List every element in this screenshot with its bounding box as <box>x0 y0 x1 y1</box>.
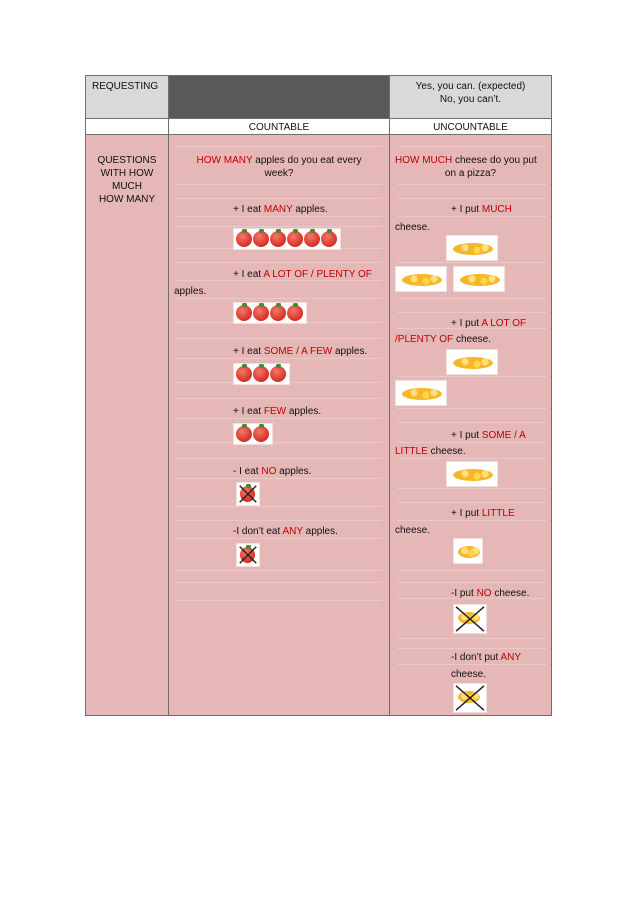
row-label-line2: WITH HOW <box>100 168 154 179</box>
grid-line <box>397 488 547 489</box>
unc-alot-pre: + I put <box>451 318 482 329</box>
few-sentence <box>233 405 321 418</box>
tomato-icon <box>236 231 252 247</box>
any-keyword: ANY <box>282 526 303 537</box>
some-pre: + I eat <box>233 346 264 357</box>
tomato-icon <box>321 231 337 247</box>
cheese-crossed-icon-2 <box>453 683 487 713</box>
unc-no-keyword: NO <box>476 588 492 599</box>
many-post: apples. <box>292 204 328 215</box>
grid-line <box>397 216 547 217</box>
unc-alot-keyword: A LOT OF <box>481 318 527 329</box>
any-pre: -I don’t eat <box>233 526 283 537</box>
no-post: apples. <box>276 466 312 477</box>
grid-line <box>397 582 547 583</box>
tomato-icon <box>236 426 252 442</box>
grid-line <box>176 442 382 443</box>
cheese-icon-3 <box>453 266 505 292</box>
unc-alot-line2 <box>395 333 491 346</box>
tomato-crossed-icon-2 <box>236 543 260 567</box>
cheese-crossed-icon <box>453 604 487 634</box>
grid-line <box>176 582 382 583</box>
no-pre: - I eat <box>233 466 262 477</box>
header-divider <box>86 118 551 119</box>
uncountable-question <box>395 154 537 167</box>
row-label-line1: QUESTIONS <box>97 155 157 166</box>
grid-line <box>176 570 382 571</box>
grid-line <box>397 408 547 409</box>
grid-line <box>397 442 547 443</box>
unc-some-pre: + I put <box>451 430 482 441</box>
tomato-icon <box>287 231 303 247</box>
grid-line <box>176 600 382 601</box>
question-keyword: HOW MANY <box>196 155 253 166</box>
cheese-icon-6 <box>446 461 498 487</box>
grid-line <box>176 298 382 299</box>
unc-alot-sentence <box>451 317 526 330</box>
grid-line <box>397 298 547 299</box>
any-post: apples. <box>302 526 338 537</box>
uncountable-question-line2: on a pizza? <box>444 168 497 179</box>
grid-line <box>176 184 382 185</box>
grid-line <box>176 358 382 359</box>
grid-line <box>397 312 547 313</box>
header-answer-cell <box>390 76 551 118</box>
tomato-crossed-icon <box>236 482 260 506</box>
much-sentence <box>451 203 512 216</box>
grid-line <box>176 520 382 521</box>
requesting-label: REQUESTING <box>92 81 159 92</box>
uncountable-header: UNCOUNTABLE <box>433 122 508 133</box>
unc-some-keyword: SOME / A <box>481 430 526 441</box>
little-sentence <box>451 507 515 520</box>
many-keyword: MANY <box>263 204 293 215</box>
col-divider-1 <box>168 76 169 715</box>
unc-any-keyword: ANY <box>500 652 522 663</box>
countable-question-line2: week? <box>264 168 294 179</box>
grid-line <box>397 664 547 665</box>
unc-no-sentence <box>451 587 529 600</box>
grid-line <box>397 422 547 423</box>
unc-some-post: cheese. <box>427 446 466 457</box>
grid-line <box>176 458 382 459</box>
header-blank-cell <box>169 76 389 118</box>
grid-line <box>176 538 382 539</box>
cheese-icon-2 <box>395 266 447 292</box>
cheese-icon-5 <box>395 380 447 406</box>
tomatoes-few <box>233 423 273 445</box>
unc-any-line2: cheese. <box>451 669 487 680</box>
tomato-icon <box>287 305 303 321</box>
unc-question-text: cheese do you put <box>452 155 537 166</box>
tomato-icon <box>270 305 286 321</box>
grid-line <box>176 262 382 263</box>
grammar-table <box>85 75 552 716</box>
few-keyword: FEW <box>263 406 287 417</box>
grid-line <box>397 458 547 459</box>
tomato-icon <box>253 231 269 247</box>
unc-alot-post: cheese. <box>453 334 491 345</box>
unc-some-keyword-2: LITTLE <box>395 446 428 457</box>
grid-line <box>397 638 547 639</box>
some-keyword: SOME / A FEW <box>263 346 333 357</box>
any-sentence <box>233 525 338 538</box>
grid-line <box>176 198 382 199</box>
grid-line <box>397 184 547 185</box>
few-pre: + I eat <box>233 406 264 417</box>
grid-line <box>397 262 547 263</box>
answer-no: No, you can’t. <box>439 94 502 105</box>
alot-pre: + I eat <box>233 269 264 280</box>
some-sentence <box>233 345 367 358</box>
tomato-icon <box>236 305 252 321</box>
tomatoes-alot <box>233 302 307 324</box>
tomatoes-many <box>233 228 341 250</box>
cheese-small-icon <box>453 538 483 564</box>
much-pre: + I put <box>451 204 482 215</box>
tomato-icon <box>270 231 286 247</box>
grid-line <box>176 146 382 147</box>
grid-line <box>397 502 547 503</box>
unc-no-pre: -I put <box>451 588 477 599</box>
grid-line <box>397 570 547 571</box>
few-post: apples. <box>286 406 322 417</box>
grid-line <box>176 478 382 479</box>
grid-line <box>397 376 547 377</box>
no-sentence <box>233 465 311 478</box>
much-line2: cheese. <box>395 222 431 233</box>
unc-any-sentence <box>451 651 521 664</box>
row-label-line4: HOW MANY <box>98 194 156 205</box>
grid-line <box>397 520 547 521</box>
cheese-icon <box>446 235 498 261</box>
tomato-icon <box>253 366 269 382</box>
unc-any-pre: -I don’t put <box>451 652 501 663</box>
no-keyword: NO <box>261 466 277 477</box>
grid-line <box>176 226 382 227</box>
little-keyword: LITTLE <box>481 508 515 519</box>
grid-line <box>176 398 382 399</box>
tomato-icon <box>236 366 252 382</box>
answer-yes: Yes, you can. (expected) <box>415 81 526 92</box>
unc-alot-keyword-2: /PLENTY OF <box>395 334 454 345</box>
many-sentence <box>233 203 328 216</box>
alot-line2: apples. <box>174 286 207 297</box>
some-post: apples. <box>332 346 368 357</box>
little-pre: + I put <box>451 508 482 519</box>
grid-line <box>397 198 547 199</box>
header-requesting-cell <box>86 76 168 118</box>
unc-some-line2 <box>395 445 466 458</box>
tomato-icon <box>253 305 269 321</box>
grid-line <box>176 506 382 507</box>
many-pre: + I eat <box>233 204 264 215</box>
alot-sentence <box>233 268 372 281</box>
unc-question-keyword: HOW MUCH <box>395 155 453 166</box>
much-keyword: MUCH <box>481 204 512 215</box>
countable-question <box>174 154 384 167</box>
grid-line <box>176 216 382 217</box>
unc-some-sentence <box>451 429 526 442</box>
column-divider <box>86 134 551 135</box>
countable-header: COUNTABLE <box>248 122 310 133</box>
alot-keyword: A LOT OF / PLENTY OF <box>263 269 372 280</box>
tomato-icon <box>270 366 286 382</box>
tomato-icon <box>304 231 320 247</box>
grid-line <box>176 418 382 419</box>
little-line2: cheese. <box>395 525 431 536</box>
row-label-line3: MUCH <box>112 181 142 192</box>
question-text: apples do you eat every <box>252 155 362 166</box>
grid-line <box>397 648 547 649</box>
tomatoes-some <box>233 363 290 385</box>
cheese-icon-4 <box>446 349 498 375</box>
grid-line <box>397 146 547 147</box>
grid-line <box>176 338 382 339</box>
tomato-icon <box>253 426 269 442</box>
unc-no-post: cheese. <box>491 588 530 599</box>
